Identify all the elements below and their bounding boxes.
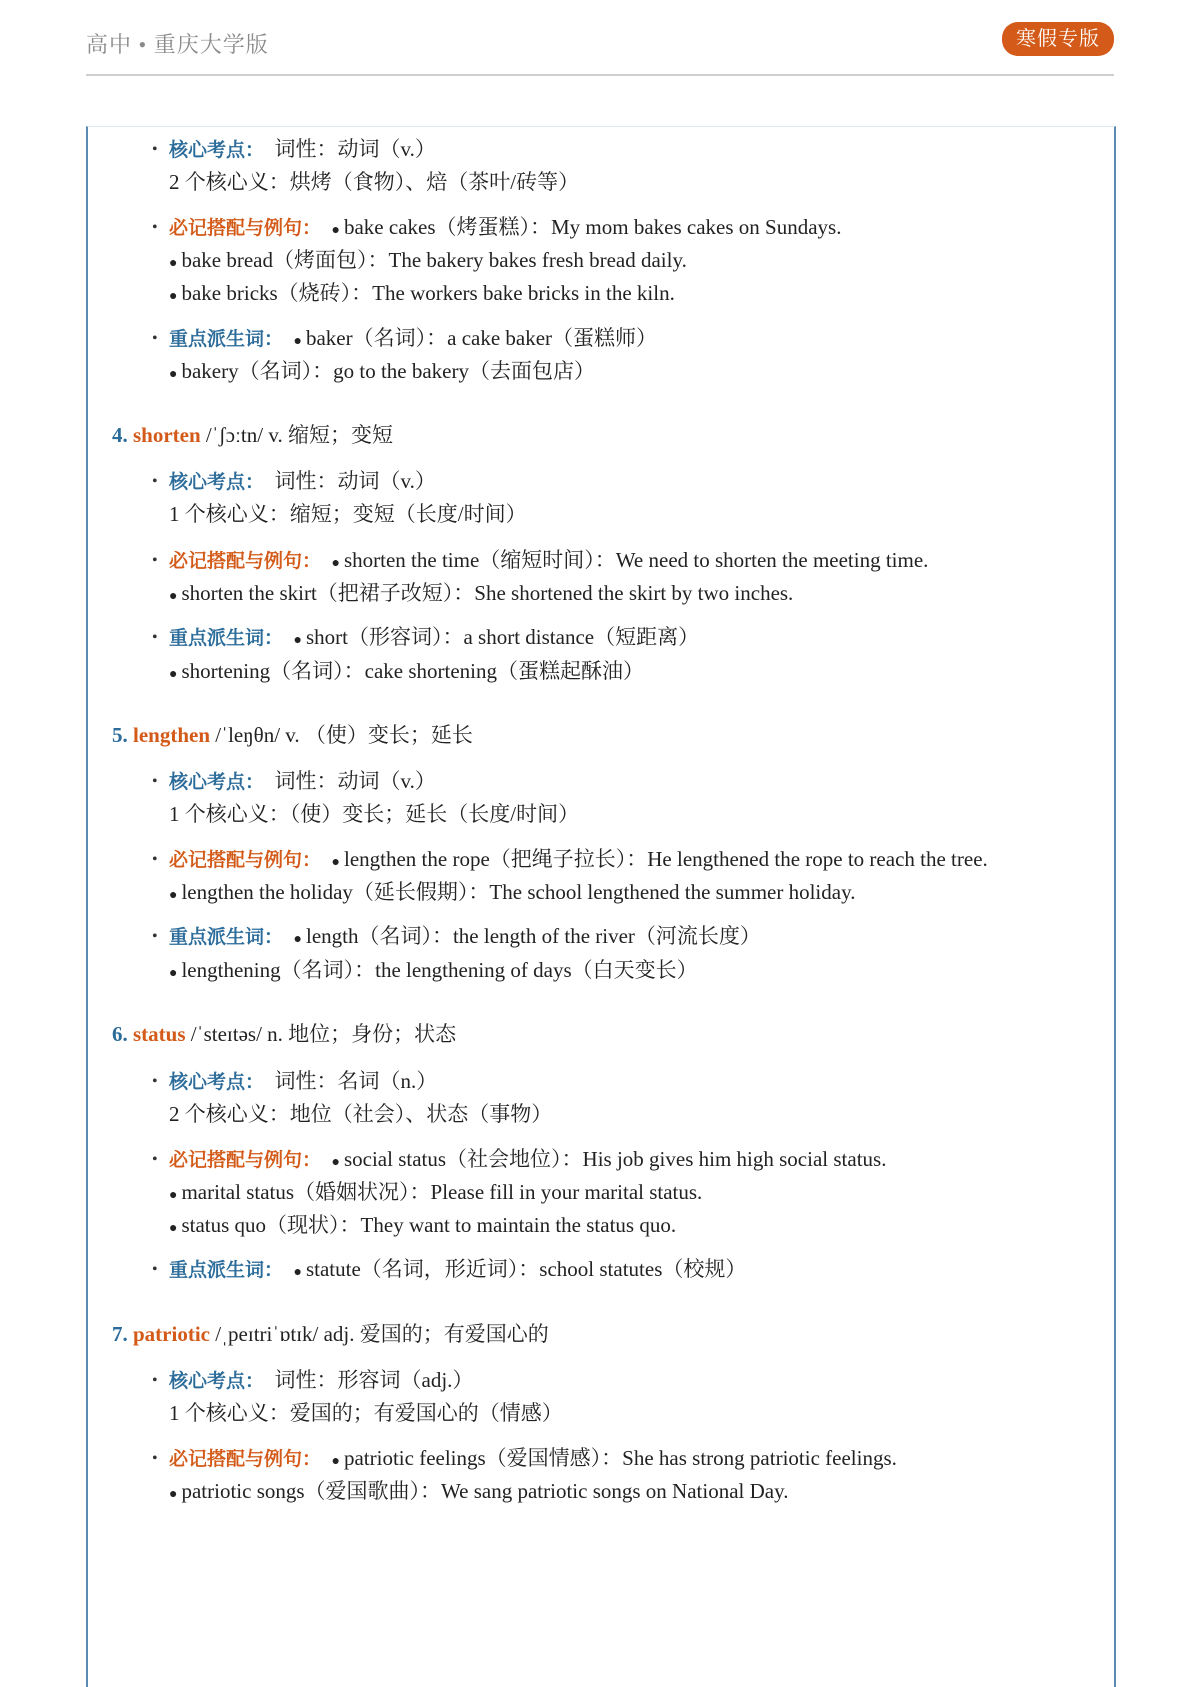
collocation-item: patriotic songs（爱国歌曲）：We sang patriotic songs on National Day. [181,1479,789,1503]
list-bullet: • [152,552,158,569]
core-line [169,767,436,796]
collocation-line: ● bake bread（烤面包）：The bakery bakes fresh bread daily. [169,248,687,272]
collocation-label: 必记搭配与例句： [169,1448,322,1470]
collocation-line: ● marital status（婚姻状况）：Please fill in your marital status. [169,1180,703,1204]
derivative-line: ● bakery（名词）：go to the bakery（去面包店） [169,359,595,383]
collocation-line: 必记搭配与例句： ● lengthen the rope（把绳子拉长）：He lengthened the rope to reach the tree. [169,847,988,871]
core-meaning: 1 个核心义：缩短；变短（长度/时间） [169,502,527,526]
core-line [169,1366,473,1395]
derivative-item: bakery（名词）：go to the bakery（去面包店） [181,359,595,383]
collocation-line: ● lengthen the holiday（延长假期）：The school lengthened the summer holiday. [169,880,856,904]
header-badge: 寒假专版 [1002,22,1114,56]
derivative-line: ● shortening（名词）：cake shortening（蛋糕起酥油） [169,659,644,683]
collocation-item: shorten the time（缩短时间）：We need to shorten the meeting time. [343,548,929,572]
header-divider [86,74,1114,76]
collocation-item: social status（社会地位）：His job gives him high social status. [343,1147,887,1171]
list-bullet: • [152,330,158,347]
collocation-line: 必记搭配与例句： ● shorten the time（缩短时间）：We need to shorten the meeting time. [169,548,929,572]
core-label: 核心考点： [169,471,265,493]
collocation-line: ● shorten the skirt（把裙子改短）：She shortened the skirt by two inches. [169,581,794,605]
collocation-item: bake cakes（烤蛋糕）：My mom bakes cakes on Sundays. [343,215,842,239]
entry-heading [112,421,393,449]
collocation-line: 必记搭配与例句： ● social status（社会地位）：His job gives him high social status. [169,1147,887,1171]
page-header [86,22,1114,76]
collocation-item: bake bread（烤面包）：The bakery bakes fresh bread daily. [181,248,687,272]
derivative-line: ● lengthening（名词）：the lengthening of days（白天变长） [169,958,698,982]
core-label: 核心考点： [169,1370,265,1392]
entry-word: shorten [133,423,201,447]
header-title: 高中 • 重庆大学版 [86,32,269,57]
derivative-line: 重点派生词： ● baker（名词）：a cake baker（蛋糕师） [169,326,658,350]
collocation-item: shorten the skirt（把裙子改短）：She shortened the skirt by two inches. [181,581,794,605]
derivative-item: baker（名词）：a cake baker（蛋糕师） [305,326,658,350]
entry-word: status [133,1022,186,1046]
core-meaning: 2 个核心义：地位（社会）、状态（事物） [169,1102,553,1126]
core-pos: 词性：名词（n.） [274,1069,438,1093]
entry-definition: /ˈleŋθn/ v. （使）变长；延长 [210,723,473,747]
core-label: 核心考点： [169,139,265,161]
list-bullet: • [152,473,158,490]
list-bullet: • [152,219,158,236]
collocation-line: ● patriotic songs（爱国歌曲）：We sang patriotic songs on National Day. [169,1479,789,1503]
list-bullet: • [152,928,158,945]
list-bullet: • [152,851,158,868]
collocation-label: 必记搭配与例句： [169,550,322,572]
collocation-label: 必记搭配与例句： [169,1149,322,1171]
core-meaning: 1 个核心义：（使）变长；延长（长度/时间） [169,802,580,826]
collocation-line: ● bake bricks（烧砖）：The workers bake bricks in the kiln. [169,281,675,305]
collocation-line: ● status quo（现状）：They want to maintain the status quo. [169,1213,677,1237]
collocation-item: lengthen the rope（把绳子拉长）：He lengthened the rope to reach the tree. [343,847,988,871]
core-label: 核心考点： [169,771,265,793]
entry-word: patriotic [133,1322,210,1346]
collocation-item: lengthen the holiday（延长假期）：The school lengthened the summer holiday. [181,880,856,904]
list-bullet: • [152,1372,158,1389]
collocation-item: patriotic feelings（爱国情感）：She has strong patriotic feelings. [343,1446,897,1470]
entry-number: 6. [112,1022,128,1046]
core-meaning: 1 个核心义：爱国的；有爱国心的（情感） [169,1401,563,1425]
list-bullet: • [152,773,158,790]
derivative-item: lengthening（名词）：the lengthening of days（白天变长） [181,958,698,982]
entry-definition: /ˈsteɪtəs/ n. 地位；身份；状态 [185,1022,457,1046]
derivative-line: 重点派生词： ● length（名词）：the length of the river（河流长度） [169,924,761,948]
derivative-item: length（名词）：the length of the river（河流长度） [305,924,761,948]
collocation-line: 必记搭配与例句： ● patriotic feelings（爱国情感）：She has strong patriotic feelings. [169,1446,897,1470]
collocation-item: marital status（婚姻状况）：Please fill in your marital status. [181,1180,703,1204]
list-bullet: • [152,1073,158,1090]
list-bullet: • [152,629,158,646]
derivative-label: 重点派生词： [169,926,284,948]
list-bullet: • [152,1151,158,1168]
derivative-line: 重点派生词： ● short（形容词）：a short distance（短距离） [169,625,700,649]
core-meaning: 2 个核心义：烘烤（食物）、焙（茶叶/砖等） [169,170,580,194]
entry-definition: /ˈʃɔːtn/ v. 缩短；变短 [200,423,393,447]
entry-number: 7. [112,1322,128,1346]
entry-word: lengthen [133,723,211,747]
core-pos: 词性：动词（v.） [274,469,436,493]
collocation-label: 必记搭配与例句： [169,217,322,239]
core-label: 核心考点： [169,1071,265,1093]
derivative-label: 重点派生词： [169,627,284,649]
entry-heading [112,1020,456,1048]
collocation-item: bake bricks（烧砖）：The workers bake bricks in the kiln. [181,281,675,305]
entry-definition: /ˌpeɪtriˈɒtɪk/ adj. 爱国的；有爱国心的 [209,1322,549,1346]
collocation-label: 必记搭配与例句： [169,849,322,871]
list-bullet: • [152,1261,158,1278]
entry-heading [112,721,473,749]
collocation-line: 必记搭配与例句： ● bake cakes（烤蛋糕）：My mom bakes cakes on Sundays. [169,215,842,239]
core-line [169,1067,437,1096]
core-pos: 词性：动词（v.） [274,137,436,161]
derivative-item: shortening（名词）：cake shortening（蛋糕起酥油） [181,659,644,683]
derivative-line: 重点派生词： ● statute（名词，形近词）：school statutes（校规） [169,1257,747,1281]
entry-number: 5. [112,723,128,747]
derivative-label: 重点派生词： [169,328,284,350]
core-line [169,135,436,164]
core-pos: 词性：动词（v.） [274,769,436,793]
entry-number: 4. [112,423,128,447]
collocation-item: status quo（现状）：They want to maintain the status quo. [181,1213,677,1237]
list-bullet: • [152,141,158,158]
core-line [169,467,436,496]
derivative-label: 重点派生词： [169,1259,284,1281]
derivative-item: short（形容词）：a short distance（短距离） [305,625,700,649]
core-pos: 词性：形容词（adj.） [274,1368,474,1392]
entry-heading [112,1320,549,1348]
derivative-item: statute（名词，形近词）：school statutes（校规） [305,1257,747,1281]
list-bullet: • [152,1450,158,1467]
